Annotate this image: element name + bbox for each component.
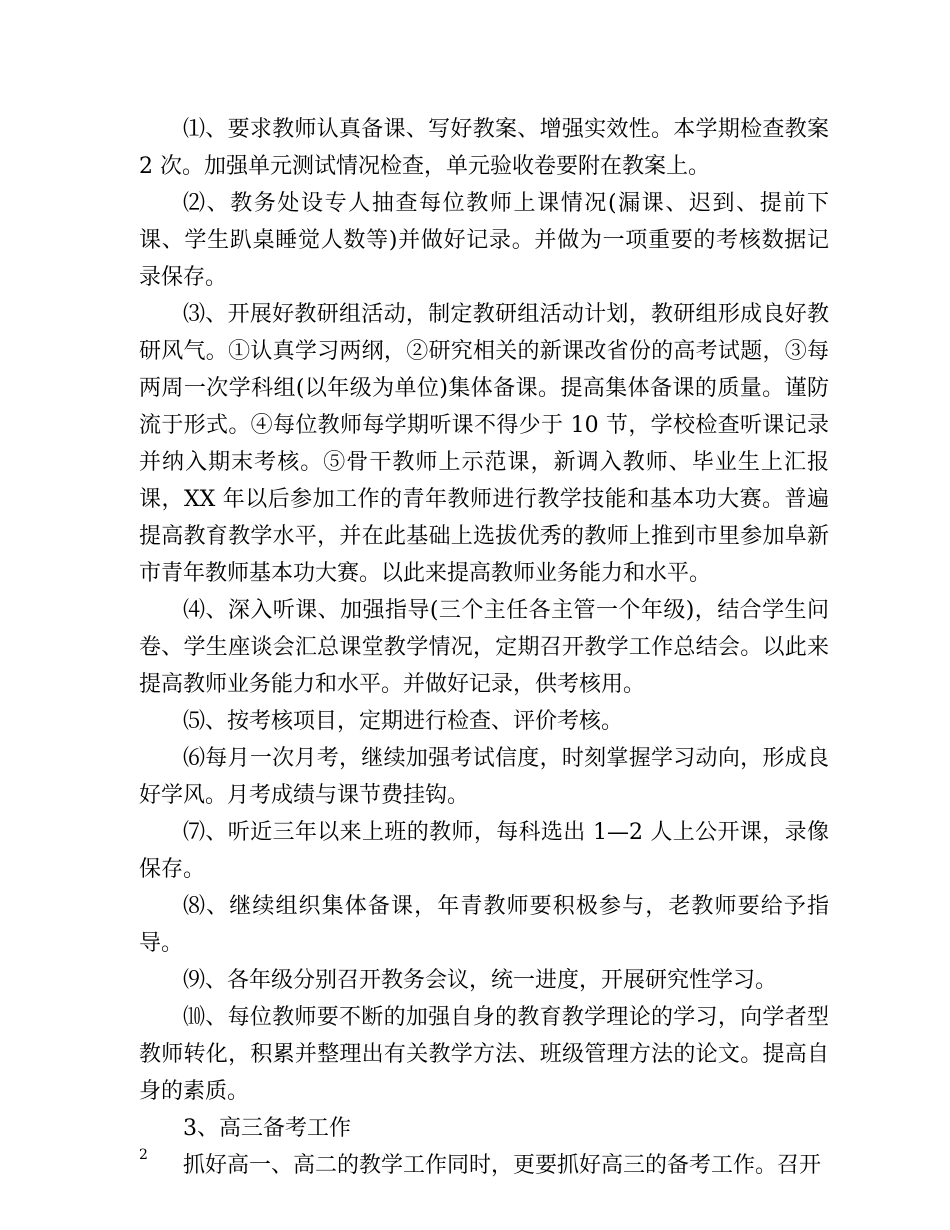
paragraph-item-11: 抓好高一、高二的教学工作同时，更要抓好高三的备考工作。召开 — [183, 1153, 822, 1178]
paragraph-item-8: ⑻、继续组织集体备课，年青教师要积极参与，老教师要给予指导。 — [139, 894, 829, 956]
document-body — [139, 111, 829, 1184]
paragraph-item-7: ⑺、听近三年以来上班的教师，每科选出 1—2 人上公开课，录像保存。 — [139, 820, 829, 882]
page-number: 2 — [139, 1147, 148, 1163]
section-heading: 3、高三备考工作 — [183, 1116, 351, 1141]
paragraph-item-6: ⑹每月一次月考，继续加强考试信度，时刻掌握学习动向，形成良好学风。月考成绩与课节费挂钩。 — [139, 746, 829, 808]
paragraph-item-9: ⑼、各年级分别召开教务会议，统一进度，开展研究性学习。 — [183, 968, 778, 993]
paragraph-item-1: ⑴、要求教师认真备课、写好教案、增强实效性。本学期检查教案 2 次。加强单元测试情况检查，单元验收卷要附在教案上。 — [139, 117, 829, 179]
paragraph-item-5: ⑸、按考核项目，定期进行检查、评价考核。 — [183, 709, 624, 734]
paragraph-item-10: ⑽、每位教师要不断的加强自身的教育教学理论的学习，向学者型教师转化，积累并整理出有关教学方法、班级管理方法的论文。提高自身的素质。 — [139, 1005, 829, 1104]
paragraph-item-2: ⑵、教务处设专人抽查每位教师上课情况(漏课、迟到、提前下课、学生趴桌睡觉人数等)并做好记录。并做为一项重要的考核数据记录保存。 — [139, 191, 829, 290]
paragraph-item-4: ⑷、深入听课、加强指导(三个主任各主管一个年级)，结合学生问卷、学生座谈会汇总课堂教学情况，定期召开教学工作总结会。以此来提高教师业务能力和水平。并做好记录，供考核用。 — [139, 598, 829, 697]
paragraph-item-3: ⑶、开展好教研组活动，制定教研组活动计划，教研组形成良好教研风气。①认真学习两纲，②研究相关的新课改省份的高考试题，③每两周一次学科组(以年级为单位)集体备课。提高集体备课的质量。谨防流于形式。④每位教师每学期听课不得少于 10 节，学校检查听课记录并纳入期末考核。⑤骨干教师上示范课，新调入教师、毕业生上汇报课，XX 年以后参加工作的青年教师进行教学技能和基本功大赛。普遍提高教育教学水平，并在此基础上选拔优秀的教师上推到市里参加阜新市青年教师基本功大赛。以此来提高教师业务能力和水平。 — [139, 302, 829, 586]
